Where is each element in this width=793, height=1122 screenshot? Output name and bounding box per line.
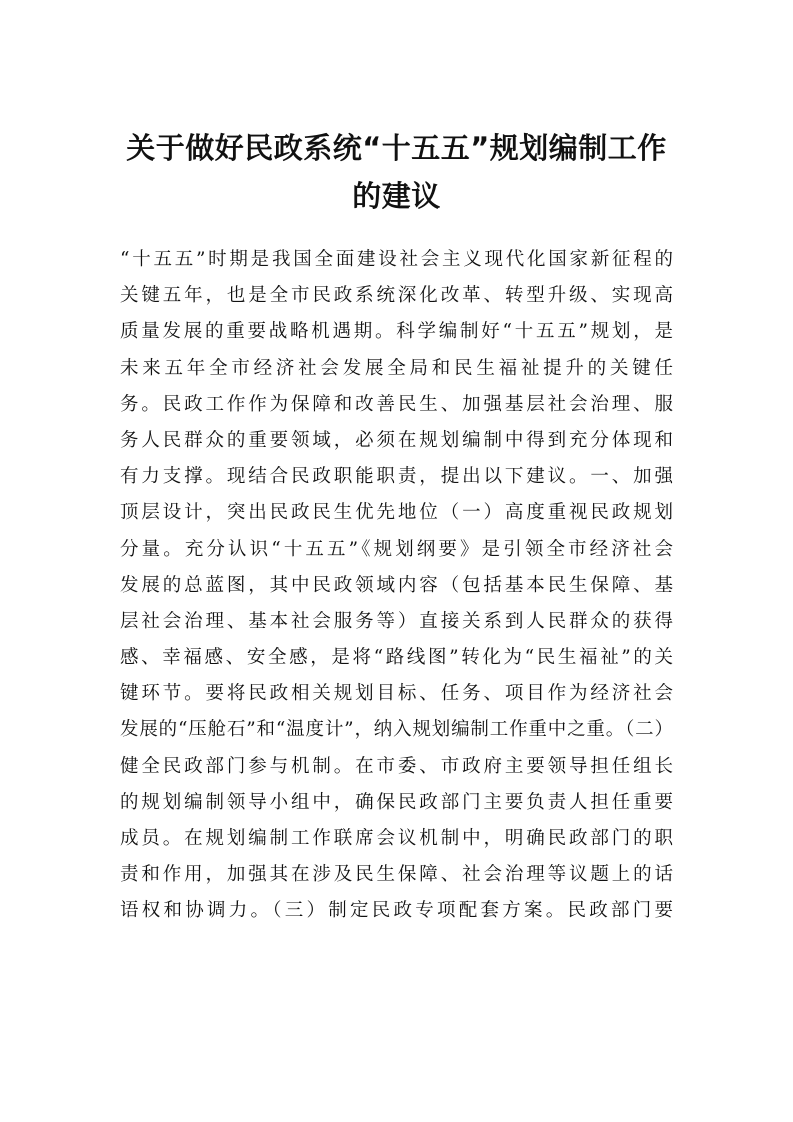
text-line: 的规划编制领导小组中，确保民政部门主要负责人担任重要 <box>120 791 673 813</box>
title-line-1: 关于做好民政系统“十五五”规划编制工作 <box>126 131 667 165</box>
text-line: 务人民群众的重要领域，必须在规划编制中得到充分体现和 <box>120 429 673 451</box>
text-line: 责和作用，加强其在涉及民生保障、社会治理等议题上的话 <box>120 864 673 886</box>
text-line: 发展的总蓝图，其中民政领域内容（包括基本民生保障、基 <box>120 574 673 596</box>
text-line: 层社会治理、基本社会服务等）直接关系到人民群众的获得 <box>120 610 673 632</box>
text-line: 成员。在规划编制工作联席会议机制中，明确民政部门的职 <box>120 828 673 849</box>
text-line: 健全民政部门参与机制。在市委、市政府主要领导担任组长 <box>120 755 673 777</box>
text-line: 质量发展的重要战略机遇期。科学编制好“十五五”规划，是 <box>120 321 673 343</box>
text-line: “十五五”时期是我国全面建设社会主义现代化国家新征程的 <box>120 249 673 270</box>
text-line: 感、幸福感、安全感，是将“路线图”转化为“民生福祉”的关 <box>120 647 673 669</box>
text-line: 键环节。要将民政相关规划目标、任务、项目作为经济社会 <box>120 683 673 705</box>
text-line: 关键五年，也是全市民政系统深化改革、转型升级、实现高 <box>120 285 673 307</box>
document-title <box>100 124 693 220</box>
title-line-2: 的建议 <box>352 179 441 213</box>
text-line: 未来五年全市经济社会发展全局和民生福祉提升的关键任 <box>120 357 673 379</box>
text-line: 务。民政工作作为保障和改善民生、加强基层社会治理、服 <box>120 393 673 415</box>
text-line: 语权和协调力。（三）制定民政专项配套方案。民政部门要 <box>120 900 673 922</box>
text-line: 分量。充分认识“十五五”《规划纲要》是引领全市经济社会 <box>120 538 673 560</box>
text-line: 发展的“压舱石”和“温度计”，纳入规划编制工作重中之重。（二） <box>120 719 673 741</box>
body-paragraph <box>120 242 673 930</box>
text-line: 顶层设计，突出民政民生优先地位（一）高度重视民政规划 <box>120 502 673 524</box>
text-line: 有力支撑。现结合民政职能职责，提出以下建议。一、加强 <box>120 466 673 488</box>
